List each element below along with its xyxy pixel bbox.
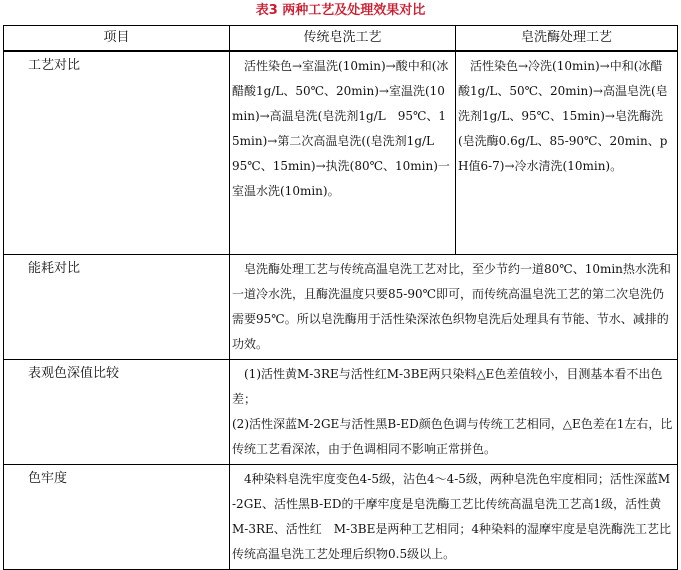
color-depth-text-2: (2)活性深蓝M-2GE与活性黑B-ED颜色色调与传统工艺相同，△E色差在1左右，比传统工艺看深浓，由于色调相同不影响正常拼色。 <box>232 416 673 456</box>
energy-text: 皂洗酶处理工艺与传统高温皂洗工艺对比，至少节约一道80℃、10min热水洗和一道冷水洗，且酶洗温度只要85-90℃即可，而传统高温皂洗工艺的第二次皂洗仍需要95℃。所以皂洗酶用于活性染深浓色织物皂洗后处理具有节能、节水、减排的功效。 <box>232 261 671 351</box>
table-row <box>4 254 678 359</box>
fastness-text: 4种染料皂洗牢度变色4-5级，沾色4～4-5级，两种皂洗色牢度相同；活性深蓝M-2GE、活性黑B-ED的干摩牢度是皂洗酶工艺比传统高温皂洗工艺高1级，活性黄M-3RE、活性红 M-3BE是两种工艺相同；4种染料的湿摩牢度是皂洗酶洗工艺比传统高温皂洗工艺处理后织物0.5级以上。 <box>232 471 671 561</box>
table-row <box>4 464 678 569</box>
cell-color-depth <box>230 359 678 464</box>
cell-energy <box>230 254 678 359</box>
row-label-fastness: 色牢度 <box>4 464 230 569</box>
cell-process-enzyme: 活性染色→冷洗(10min)→中和(冰醋酸1g/L、50℃、20min)→高温皂洗(皂洗剂1g/L、95℃、15min)→皂洗酶洗(皂洗酶0.6g/L、85-90℃、20min、pH值6-7)→冷水清洗(10min)。 <box>456 51 678 254</box>
header-item: 项目 <box>4 26 230 52</box>
color-depth-text-1: (1)活性黄M-3RE与活性红M-3BE两只染料△E色差值较小，目测基本看不出色差； <box>232 366 663 406</box>
table-row <box>4 51 678 254</box>
header-enzyme: 皂洗酶处理工艺 <box>456 26 678 52</box>
table-row <box>4 359 678 464</box>
table-header-row <box>4 26 678 52</box>
header-traditional: 传统皂洗工艺 <box>230 26 456 52</box>
cell-process-traditional: 活性染色→室温洗(10min)→酸中和(冰醋酸1g/L、50℃、20min)→室温洗(10min)→高温皂洗(皂洗剂1g/L 95℃、15min)→第二次高温皂洗((皂洗剂1g/L 95℃、15min)→执洗(80℃、10min)一室温水洗(10min)。 <box>230 51 456 254</box>
row-label-energy: 能耗对比 <box>4 254 230 359</box>
table-caption: 表3 两种工艺及处理效果对比 <box>255 3 426 18</box>
comparison-table <box>3 25 678 570</box>
row-label-process: 工艺对比 <box>4 51 230 254</box>
row-label-color-depth: 表观色深值比较 <box>4 359 230 464</box>
cell-fastness <box>230 464 678 569</box>
